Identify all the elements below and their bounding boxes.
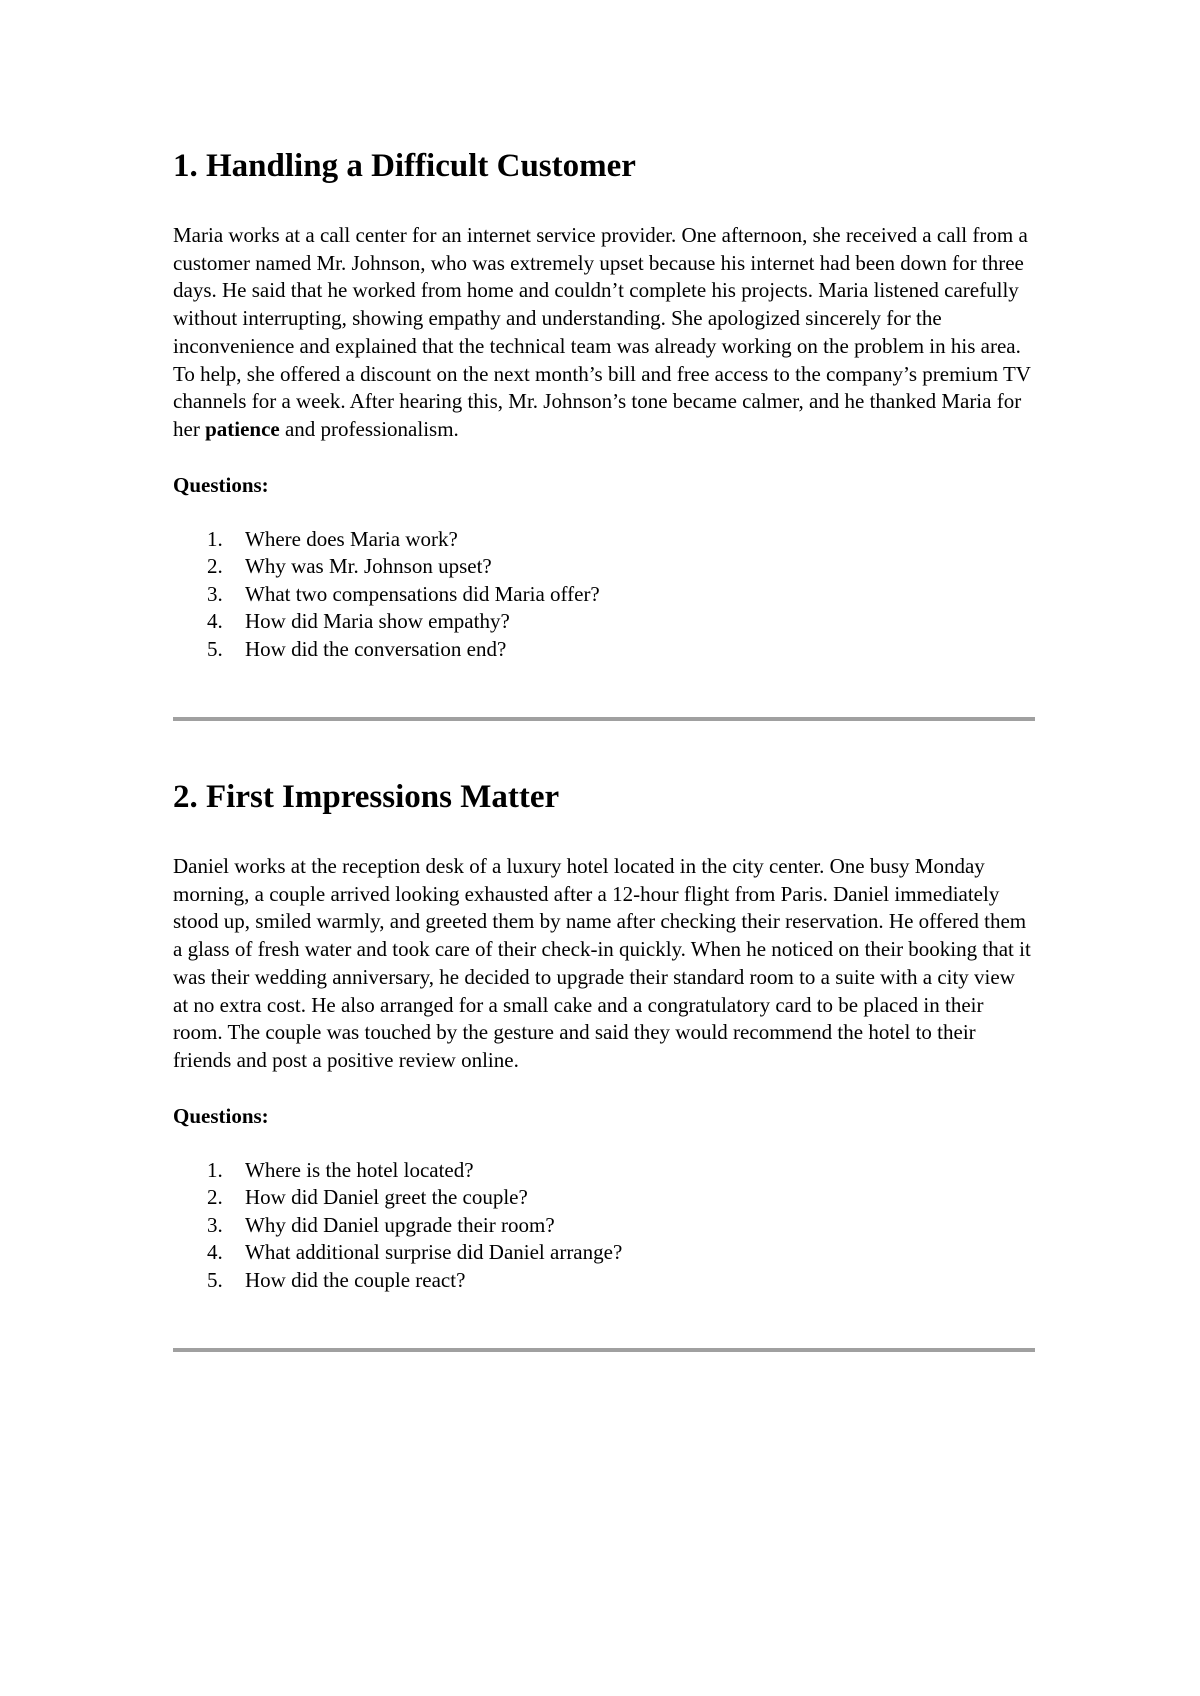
section-handling-difficult-customer <box>173 146 1033 663</box>
section-title: 1. Handling a Difficult Customer <box>173 148 636 184</box>
story-text-end: and professionalism. <box>279 416 459 441</box>
question-item <box>173 608 1033 636</box>
question-item <box>173 636 1033 664</box>
question-item <box>173 1212 1033 1240</box>
question-number: 1. <box>207 526 223 551</box>
question-text: Why did Daniel upgrade their room? <box>245 1212 555 1237</box>
question-text: What additional surprise did Daniel arrange? <box>245 1240 623 1265</box>
question-number: 2. <box>207 1185 223 1210</box>
question-text: How did Maria show empathy? <box>245 609 510 634</box>
questions-list <box>173 526 1033 664</box>
question-item <box>173 1184 1033 1212</box>
question-text: Why was Mr. Johnson upset? <box>245 554 492 579</box>
question-number: 1. <box>207 1157 223 1182</box>
question-number: 3. <box>207 1212 223 1237</box>
question-number: 5. <box>207 1267 223 1292</box>
question-number: 3. <box>207 581 223 606</box>
question-item <box>173 1267 1033 1295</box>
section-divider <box>173 1348 1035 1352</box>
question-item <box>173 553 1033 581</box>
question-text: How did the couple react? <box>245 1267 466 1292</box>
story-bold-word: patience <box>205 416 280 441</box>
question-number: 4. <box>207 1240 223 1265</box>
question-number: 4. <box>207 609 223 634</box>
questions-heading: Questions: <box>173 472 269 497</box>
question-text: Where does Maria work? <box>245 526 458 551</box>
question-text: How did the conversation end? <box>245 636 507 661</box>
section-divider <box>173 717 1035 721</box>
question-item <box>173 526 1033 554</box>
question-number: 2. <box>207 554 223 579</box>
question-text: How did Daniel greet the couple? <box>245 1185 528 1210</box>
section-first-impressions <box>173 777 1033 1294</box>
story-paragraph <box>173 222 1033 444</box>
question-item <box>173 1239 1033 1267</box>
question-text: What two compensations did Maria offer? <box>245 581 600 606</box>
question-number: 5. <box>207 636 223 661</box>
story-paragraph: Daniel works at the reception desk of a luxury hotel located in the city center. One busy Monday morning, a couple arrived looking exhausted after a 12-hour flight from Paris. Daniel immediately stood up, smiled warmly, and greeted them by name after checking their reservation. He offered them a glass of fresh water and took care of their check-in quickly. When he noticed on their booking that it was their wedding anniversary, he decided to upgrade their standard room to a suite with a city view at no extra cost. He also arranged for a small cake and a congratulatory card to be placed in their room. The couple was touched by the gesture and said they would recommend the hotel to their friends and post a positive review online. <box>173 854 1031 1072</box>
question-item <box>173 581 1033 609</box>
question-item <box>173 1157 1033 1185</box>
section-title: 2. First Impressions Matter <box>173 779 560 815</box>
questions-heading: Questions: <box>173 1103 269 1128</box>
story-text: Maria works at a call center for an internet service provider. One afternoon, she received a call from a customer named Mr. Johnson, who was extremely upset because his internet had been down for three days. He said that he worked from home and couldn’t complete his projects. Maria listened carefully without interrupting, showing empathy and understanding. She apologized sincerely for the inconvenience and explained that the technical team was already working on the problem in his area. To help, she offered a discount on the next month’s bill and free access to the company’s premium TV channels for a week. After hearing this, Mr. Johnson’s tone became calmer, and he thanked Maria for her <box>173 223 1031 441</box>
question-text: Where is the hotel located? <box>245 1157 474 1182</box>
questions-list <box>173 1157 1033 1295</box>
